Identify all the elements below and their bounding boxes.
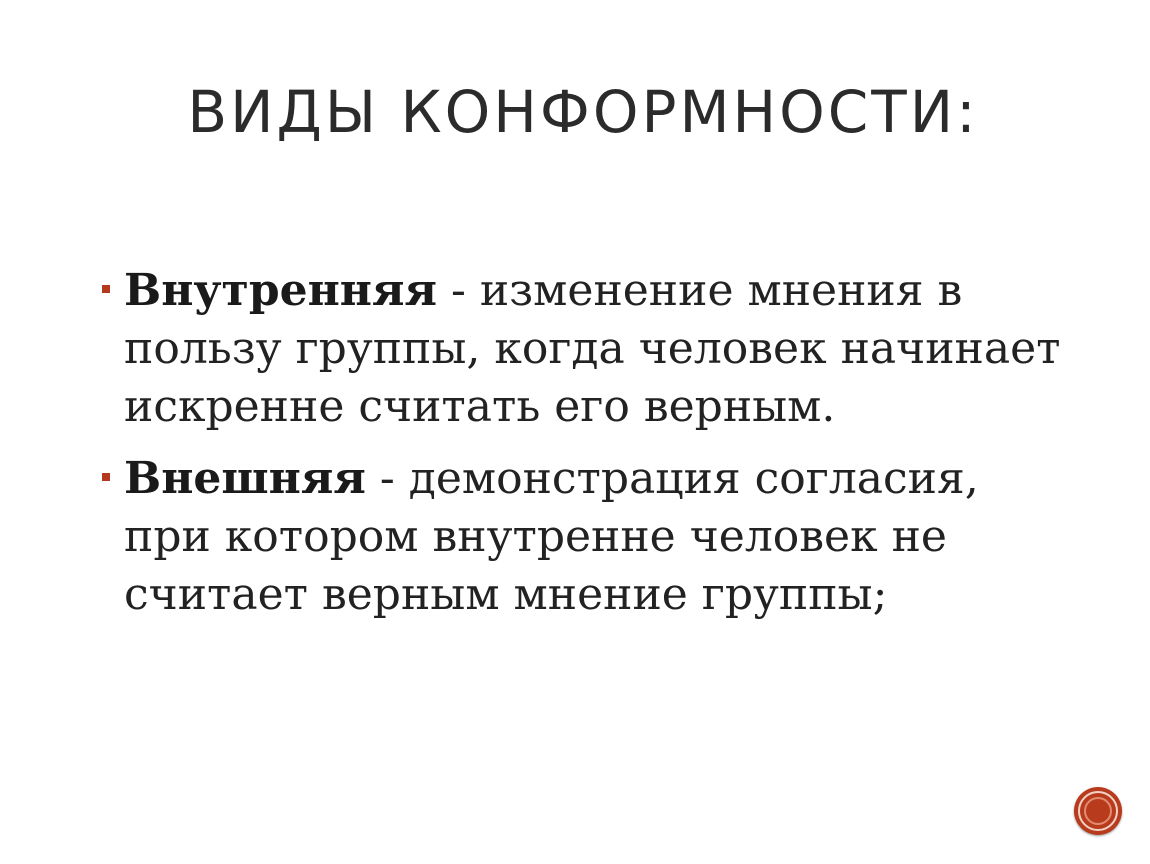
bullet-term: Внешняя xyxy=(124,453,366,504)
bullet-item-external xyxy=(102,450,1062,624)
square-bullet-icon xyxy=(102,285,110,293)
bullet-text: - изменение мнения в пользу группы, когда человек начинает искренне считать его верным. xyxy=(124,265,1061,432)
bullet-term: Внутренняя xyxy=(124,265,438,316)
slide-content xyxy=(102,262,1062,638)
bullet-text: - демонстрация согласия, при котором внутренне человек не считает верным мнение группы; xyxy=(124,453,979,620)
spiral-logo-icon xyxy=(1074,787,1122,835)
square-bullet-icon xyxy=(102,473,110,481)
slide-title: ВИДЫ КОНФОРМНОСТИ: xyxy=(187,78,979,146)
bullet-item-internal xyxy=(102,262,1062,436)
